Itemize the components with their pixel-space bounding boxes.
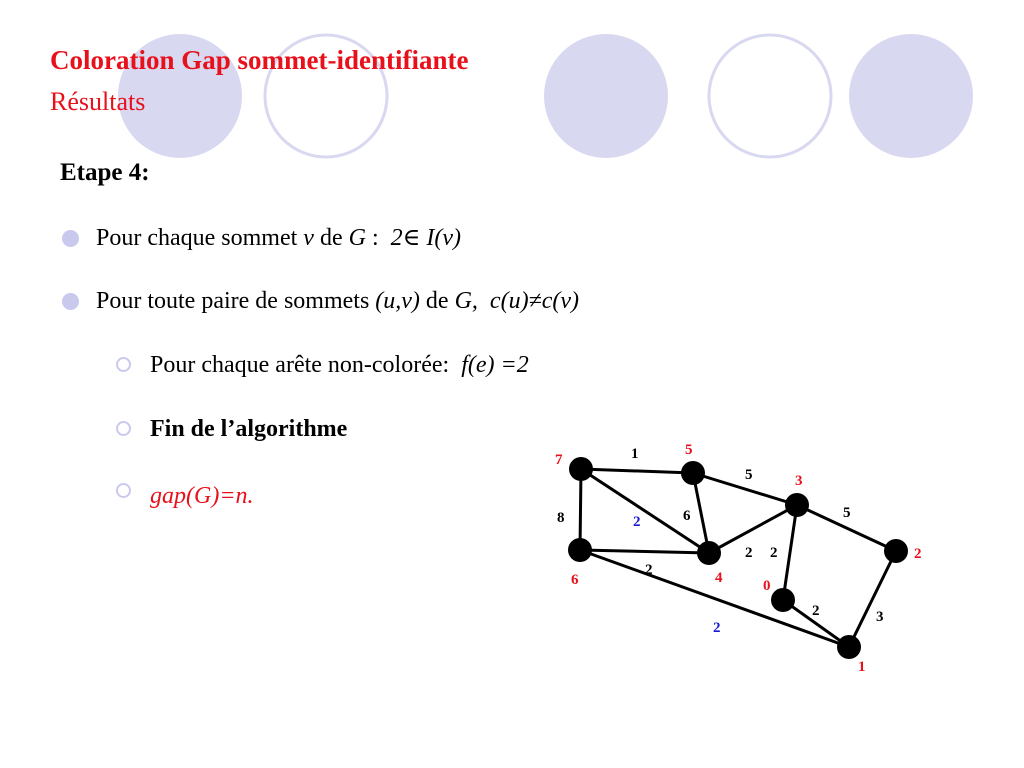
edge-label-a-f: 2: [633, 514, 641, 530]
edge-label-a-e: 8: [557, 510, 565, 526]
edge-label-e-h: 2: [713, 620, 721, 636]
edge-label-e-f: 2: [645, 562, 653, 578]
vertex-b: [681, 461, 705, 485]
vertex-label-b: 5: [685, 442, 693, 458]
edge-e-f: [580, 550, 709, 553]
vertex-label-a: 7: [555, 452, 563, 468]
vertex-label-f: 4: [715, 570, 723, 586]
vertex-h: [837, 635, 861, 659]
vertex-a: [569, 457, 593, 481]
vertex-c: [785, 493, 809, 517]
vertex-f: [697, 541, 721, 565]
sub-bullet-1: Pour chaque arête non-colorée: f(e) =2: [150, 352, 529, 378]
slide-title: Coloration Gap sommet-identifiante: [50, 45, 469, 75]
vertex-e: [568, 538, 592, 562]
edge-label-g-h: 2: [812, 603, 820, 619]
edge-a-b: [581, 469, 693, 473]
vertex-label-e: 6: [571, 572, 579, 588]
step-heading: Etape 4:: [60, 159, 150, 186]
edge-a-e: [580, 469, 581, 550]
edge-d-h: [849, 551, 896, 647]
edge-label-d-h: 3: [876, 609, 884, 625]
edge-label-c-f: 2: [745, 545, 753, 561]
edge-label-c-g: 2: [770, 545, 778, 561]
edge-c-g: [783, 505, 797, 600]
slide-subtitle: Résultats: [50, 87, 146, 116]
bullet-1: Pour chaque sommet v de G : 2∈ I(v): [96, 225, 462, 251]
edge-label-a-b: 1: [631, 446, 639, 462]
edge-label-c-d: 5: [843, 505, 851, 521]
sub-bullet-2: Fin de l’algorithme: [150, 416, 348, 442]
sub-bullet-3: gap(G)=n.: [150, 483, 254, 509]
edge-label-b-c: 5: [745, 467, 753, 483]
edge-c-f: [709, 505, 797, 553]
edge-label-b-f: 6: [683, 508, 691, 524]
vertex-label-d: 2: [914, 546, 922, 562]
vertex-d: [884, 539, 908, 563]
vertex-g: [771, 588, 795, 612]
vertex-label-g: 0: [763, 578, 771, 594]
edge-b-f: [693, 473, 709, 553]
vertex-label-h: 1: [858, 659, 866, 675]
bullet-2: Pour toute paire de sommets (u,v) de G, c(u)≠c(v): [96, 288, 580, 314]
vertex-label-c: 3: [795, 473, 803, 489]
